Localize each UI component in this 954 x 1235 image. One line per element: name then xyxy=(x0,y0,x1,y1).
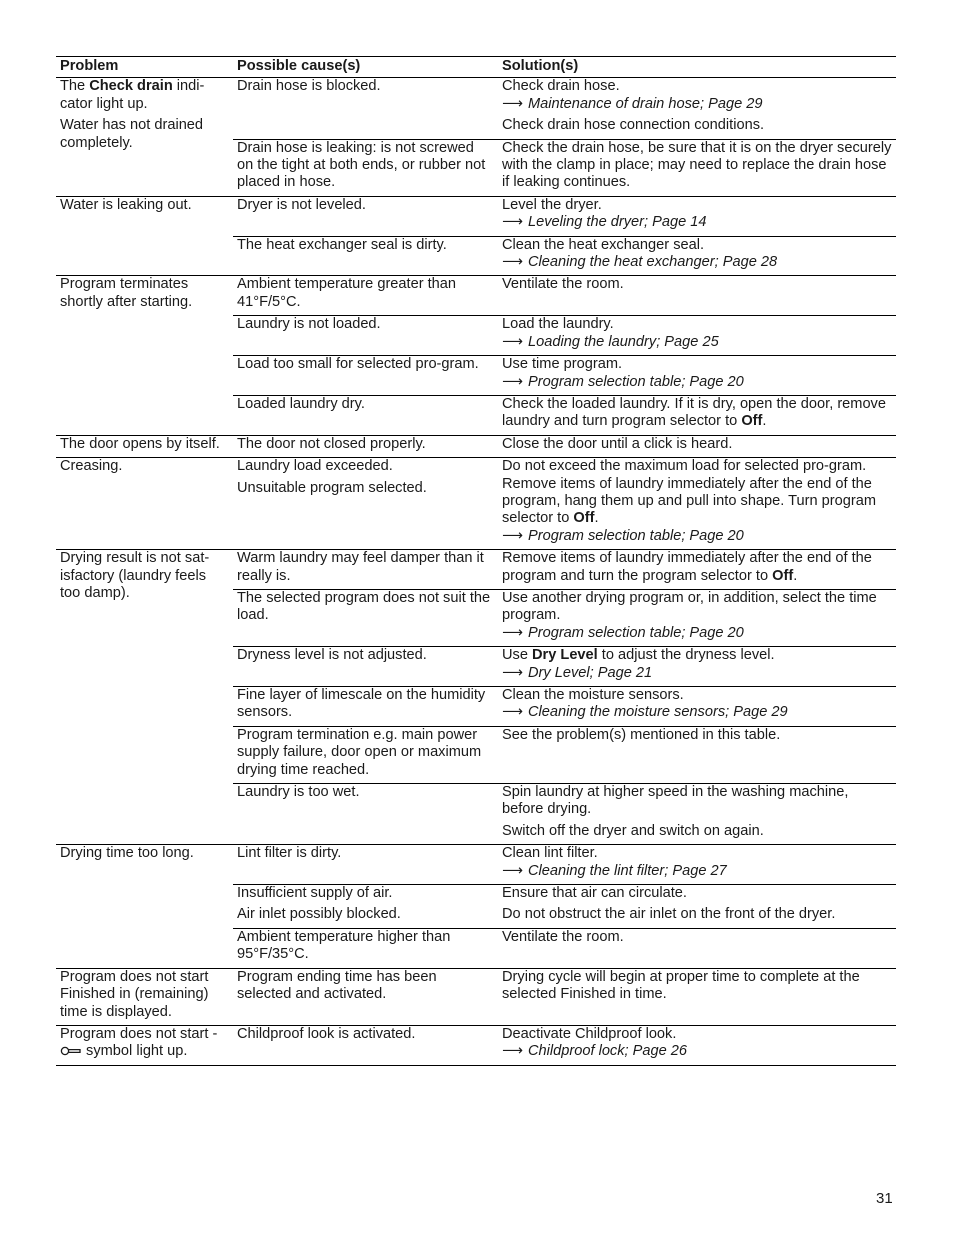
cell-paragraph xyxy=(60,845,229,862)
cell-text: Program ending time has been selected and activated. xyxy=(237,968,437,1003)
cell-paragraph xyxy=(237,845,494,862)
reference-text: Dry Level; Page 21 xyxy=(528,664,653,681)
cell-text: The selected program does not suit the load. xyxy=(237,589,491,624)
cell-text: Insufficient supply of air. xyxy=(237,885,393,902)
cause-cell xyxy=(233,236,498,276)
table-row xyxy=(56,78,896,139)
cause-cell xyxy=(233,435,498,457)
cause-cell xyxy=(233,1025,498,1065)
cell-text: Clean the heat exchanger seal. xyxy=(502,236,705,253)
solution-cell xyxy=(498,687,896,727)
cell-paragraph xyxy=(237,727,494,779)
cell-text: Dryness level is not adjusted. xyxy=(237,647,427,664)
cell-text: Switch off the dryer and switch on again. xyxy=(502,822,764,839)
cell-text: Unsuitable program selected. xyxy=(237,479,427,496)
keyword-text: Off xyxy=(741,413,763,430)
cell-text: Lint filter is dirty. xyxy=(237,845,342,862)
cell-paragraph xyxy=(502,727,892,744)
cell-paragraph xyxy=(502,550,892,585)
page-reference-link[interactable] xyxy=(502,334,892,351)
cell-text: Water has not drained completely. xyxy=(60,117,204,151)
problem-cell xyxy=(56,845,233,968)
cell-paragraph xyxy=(237,969,494,1004)
solution-cell xyxy=(498,928,896,968)
cell-text: Check drain hose connection conditions. xyxy=(502,117,765,134)
cell-paragraph xyxy=(237,885,494,902)
cell-text: The door not closed properly. xyxy=(237,435,426,452)
cell-paragraph xyxy=(502,929,892,946)
table-row xyxy=(56,458,896,550)
cause-cell xyxy=(233,356,498,396)
cell-text: The door opens by itself. xyxy=(60,435,220,452)
cause-cell xyxy=(233,139,498,196)
solution-cell xyxy=(498,435,896,457)
cell-text: Ensure that air can circulate. xyxy=(502,885,687,902)
keyword-text: Off xyxy=(573,510,595,527)
page-reference-link[interactable] xyxy=(502,863,892,880)
cell-text: Remove items of laundry immediately after the end of the program and turn the program selector to xyxy=(502,550,872,584)
cell-text: Program termination e.g. main power supply failure, door open or maximum drying time reached. xyxy=(237,726,482,778)
keyword-text: Check drain xyxy=(89,78,173,95)
solution-cell xyxy=(498,845,896,885)
problem-cell xyxy=(56,78,233,196)
cell-paragraph xyxy=(502,590,892,642)
cell-paragraph xyxy=(237,140,494,192)
reference-text: Program selection table; Page 20 xyxy=(528,373,744,390)
cell-text: Creasing. xyxy=(60,458,123,475)
cell-text: Drying time too long. xyxy=(60,845,194,862)
reference-text: Cleaning the lint filter; Page 27 xyxy=(528,862,727,879)
cause-cell xyxy=(233,276,498,316)
arrow-icon: ⟶ xyxy=(502,254,523,271)
cell-text: . xyxy=(762,413,767,430)
page-reference-link[interactable] xyxy=(502,96,892,113)
cell-text: Clean lint filter. xyxy=(502,845,598,862)
reference-text: Leveling the dryer; Page 14 xyxy=(528,214,707,231)
reference-text: Cleaning the moisture sensors; Page 29 xyxy=(528,704,788,721)
cell-text: Close the door until a click is heard. xyxy=(502,435,733,452)
problem-cell xyxy=(56,458,233,550)
solution-cell xyxy=(498,589,896,646)
header-possible-causes: Possible cause(s) xyxy=(233,57,498,78)
cell-paragraph xyxy=(502,823,892,840)
problem-cell xyxy=(56,968,233,1025)
cell-paragraph xyxy=(237,480,494,497)
reference-text: Cleaning the heat exchanger; Page 28 xyxy=(528,254,778,271)
solution-cell xyxy=(498,316,896,356)
troubleshooting-table xyxy=(56,56,896,1066)
cause-cell xyxy=(233,647,498,687)
cause-cell xyxy=(233,845,498,885)
table-row xyxy=(56,968,896,1025)
arrow-icon: ⟶ xyxy=(502,527,523,544)
cause-cell xyxy=(233,687,498,727)
cell-paragraph xyxy=(237,1026,494,1043)
cause-cell xyxy=(233,968,498,1025)
page-reference-link[interactable] xyxy=(502,1043,892,1060)
cell-text: See the problem(s) mentioned in this table. xyxy=(502,726,781,743)
problem-cell xyxy=(56,1025,233,1065)
cell-paragraph xyxy=(237,550,494,585)
solution-cell xyxy=(498,395,896,435)
cell-paragraph xyxy=(60,1026,229,1061)
cell-paragraph xyxy=(237,78,494,95)
cell-paragraph xyxy=(502,316,892,351)
cell-text: Deactivate Childproof look. xyxy=(502,1025,677,1042)
cell-paragraph xyxy=(237,396,494,413)
cell-paragraph xyxy=(237,590,494,625)
cell-text: Use another drying program or, in addition, select the time program. xyxy=(502,589,877,624)
solution-cell xyxy=(498,550,896,590)
table-body xyxy=(56,78,896,1065)
cell-paragraph xyxy=(502,458,892,545)
arrow-icon: ⟶ xyxy=(502,862,523,879)
cell-paragraph xyxy=(237,929,494,964)
cell-paragraph xyxy=(502,647,892,682)
cell-paragraph xyxy=(502,140,892,192)
cell-paragraph xyxy=(237,784,494,801)
reference-text: Program selection table; Page 20 xyxy=(528,624,744,641)
cell-paragraph xyxy=(237,458,494,475)
page-reference-link[interactable] xyxy=(502,254,892,271)
cell-paragraph xyxy=(60,78,229,113)
cause-cell xyxy=(233,928,498,968)
arrow-icon: ⟶ xyxy=(502,95,523,112)
page-number: 31 xyxy=(876,1190,893,1207)
cell-text: Do not exceed the maximum load for selected pro-gram. Remove items of laundry immediately after the end of the program, hang them up and pull into shape. Turn program selector to xyxy=(502,458,876,527)
header-problem: Problem xyxy=(56,57,233,78)
table-row xyxy=(56,845,896,885)
cell-text: Load the laundry. xyxy=(502,316,614,333)
cell-paragraph xyxy=(60,436,229,453)
cell-paragraph xyxy=(60,550,229,602)
table-header xyxy=(56,57,896,78)
cell-text: Laundry load exceeded. xyxy=(237,458,393,475)
table-row xyxy=(56,550,896,590)
cell-text: Ambient temperature higher than 95°F/35°C. xyxy=(237,928,451,963)
cell-paragraph xyxy=(237,276,494,311)
cell-paragraph xyxy=(502,117,892,134)
solution-cell xyxy=(498,1025,896,1065)
solution-cell xyxy=(498,885,896,929)
cell-text: Water is leaking out. xyxy=(60,196,192,213)
cell-text: indi-cator light up. xyxy=(60,78,205,112)
solution-cell xyxy=(498,647,896,687)
cell-text: Check the loaded laundry. If it is dry, open the door, remove laundry and turn program selector to xyxy=(502,395,886,430)
keyword-text: Dry Level xyxy=(532,647,598,664)
solution-cell xyxy=(498,458,896,550)
cell-text: Drain hose is blocked. xyxy=(237,78,381,95)
arrow-icon: ⟶ xyxy=(502,664,523,681)
cell-text: Use xyxy=(502,647,533,664)
cell-paragraph xyxy=(502,784,892,819)
problem-cell xyxy=(56,550,233,845)
header-solutions: Solution(s) xyxy=(498,57,896,78)
solution-cell xyxy=(498,356,896,396)
cause-cell xyxy=(233,316,498,356)
cell-text: Drain hose is leaking: is not screwed on the tight at both ends, or rubber not placed in hose. xyxy=(237,139,486,191)
cell-paragraph xyxy=(237,316,494,333)
cause-cell xyxy=(233,784,498,845)
page-reference-link[interactable] xyxy=(502,625,892,642)
cell-paragraph xyxy=(502,197,892,232)
cell-paragraph xyxy=(60,458,229,475)
cell-paragraph xyxy=(502,845,892,880)
cell-text: Do not obstruct the air inlet on the front of the dryer. xyxy=(502,906,836,923)
cell-text: Clean the moisture sensors. xyxy=(502,687,684,703)
cell-text: Drying result is not sat-isfactory (laundry feels too damp). xyxy=(60,550,210,601)
cell-paragraph xyxy=(237,356,494,373)
arrow-icon: ⟶ xyxy=(502,373,523,390)
page-reference-link[interactable] xyxy=(502,374,892,391)
cell-paragraph xyxy=(60,969,229,1021)
arrow-icon: ⟶ xyxy=(502,333,523,350)
cell-text: Level the dryer. xyxy=(502,196,602,213)
cell-text: symbol light up. xyxy=(82,1043,188,1060)
cell-paragraph xyxy=(502,396,892,431)
cell-paragraph xyxy=(237,436,494,453)
cell-text: Fine layer of limescale on the humidity sensors. xyxy=(237,687,486,721)
cause-cell xyxy=(233,550,498,590)
table-row xyxy=(56,196,896,236)
cause-cell xyxy=(233,726,498,783)
cell-paragraph xyxy=(502,687,892,722)
solution-cell xyxy=(498,139,896,196)
cell-text: Ambient temperature greater than 41°F/5°C. xyxy=(237,276,457,310)
solution-cell xyxy=(498,236,896,276)
cause-cell xyxy=(233,78,498,139)
cause-cell xyxy=(233,395,498,435)
reference-text: Loading the laundry; Page 25 xyxy=(528,333,719,350)
cell-paragraph xyxy=(237,237,494,254)
reference-text: Childproof lock; Page 26 xyxy=(528,1043,688,1060)
cause-cell xyxy=(233,458,498,550)
cell-paragraph xyxy=(237,906,494,923)
cell-text: Dryer is not leveled. xyxy=(237,196,366,213)
cell-text: Load too small for selected pro-gram. xyxy=(237,356,479,373)
childproof-lock-key-icon xyxy=(60,1046,82,1056)
page-reference-link[interactable] xyxy=(502,665,892,682)
cell-text: Program does not start Finished in (remaining) time is displayed. xyxy=(60,968,209,1020)
arrow-icon: ⟶ xyxy=(502,704,523,721)
cell-text: Laundry is too wet. xyxy=(237,784,360,801)
solution-cell xyxy=(498,968,896,1025)
page-reference-link[interactable] xyxy=(502,704,892,721)
solution-cell xyxy=(498,276,896,316)
problem-cell xyxy=(56,276,233,435)
cell-text: Check drain hose. xyxy=(502,78,620,95)
arrow-icon: ⟶ xyxy=(502,624,523,641)
solution-cell xyxy=(498,196,896,236)
cell-text: Spin laundry at higher speed in the washing machine, before drying. xyxy=(502,784,849,818)
cell-paragraph xyxy=(502,356,892,391)
cell-text: to adjust the dryness level. xyxy=(597,647,775,664)
cell-paragraph xyxy=(237,647,494,664)
cell-text: Loaded laundry dry. xyxy=(237,395,365,412)
cause-cell xyxy=(233,589,498,646)
cell-text: Laundry is not loaded. xyxy=(237,316,381,333)
cell-paragraph xyxy=(60,276,229,311)
cell-text: Warm laundry may feel damper than it really is. xyxy=(237,550,484,584)
cell-paragraph xyxy=(237,197,494,214)
cell-paragraph xyxy=(502,276,892,293)
cell-text: Ventilate the room. xyxy=(502,928,624,945)
arrow-icon: ⟶ xyxy=(502,1043,523,1060)
cell-text: Drying cycle will begin at proper time to complete at the selected Finished in time. xyxy=(502,968,860,1003)
cell-text: . xyxy=(793,567,798,584)
cell-paragraph xyxy=(60,117,229,152)
solution-cell xyxy=(498,726,896,783)
solution-cell xyxy=(498,78,896,139)
cause-cell xyxy=(233,885,498,929)
cell-paragraph xyxy=(60,197,229,214)
cell-text: Use time program. xyxy=(502,356,623,373)
table-row xyxy=(56,276,896,316)
cause-cell xyxy=(233,196,498,236)
table-row xyxy=(56,1025,896,1065)
cell-text: Check the drain hose, be sure that it is on the dryer securely with the clamp in place; may need to replace the drain hose if leaking continues. xyxy=(502,139,892,191)
cell-paragraph xyxy=(502,436,892,453)
cell-paragraph xyxy=(502,1026,892,1061)
cell-text: Ventilate the room. xyxy=(502,276,624,293)
cell-text: Air inlet possibly blocked. xyxy=(237,906,401,923)
cell-text: Program does not start - xyxy=(60,1025,218,1042)
cell-text: The xyxy=(60,78,90,95)
reference-text: Maintenance of drain hose; Page 29 xyxy=(528,95,763,112)
cell-paragraph xyxy=(502,969,892,1004)
cell-paragraph xyxy=(502,78,892,113)
cell-text: Program terminates shortly after starting. xyxy=(60,276,193,310)
cell-paragraph xyxy=(502,237,892,272)
table-row xyxy=(56,435,896,457)
cell-text: The heat exchanger seal is dirty. xyxy=(237,236,447,253)
reference-text: Program selection table; Page 20 xyxy=(528,527,744,544)
cell-text: Childproof look is activated. xyxy=(237,1025,416,1042)
cell-paragraph xyxy=(502,885,892,902)
cell-paragraph xyxy=(502,906,892,923)
keyword-text: Off xyxy=(772,567,794,584)
page-reference-link[interactable] xyxy=(502,528,892,545)
page-reference-link[interactable] xyxy=(502,214,892,231)
problem-cell xyxy=(56,196,233,276)
cell-paragraph xyxy=(237,687,494,722)
arrow-icon: ⟶ xyxy=(502,214,523,231)
solution-cell xyxy=(498,784,896,845)
cell-text: . xyxy=(594,510,599,527)
problem-cell xyxy=(56,435,233,457)
